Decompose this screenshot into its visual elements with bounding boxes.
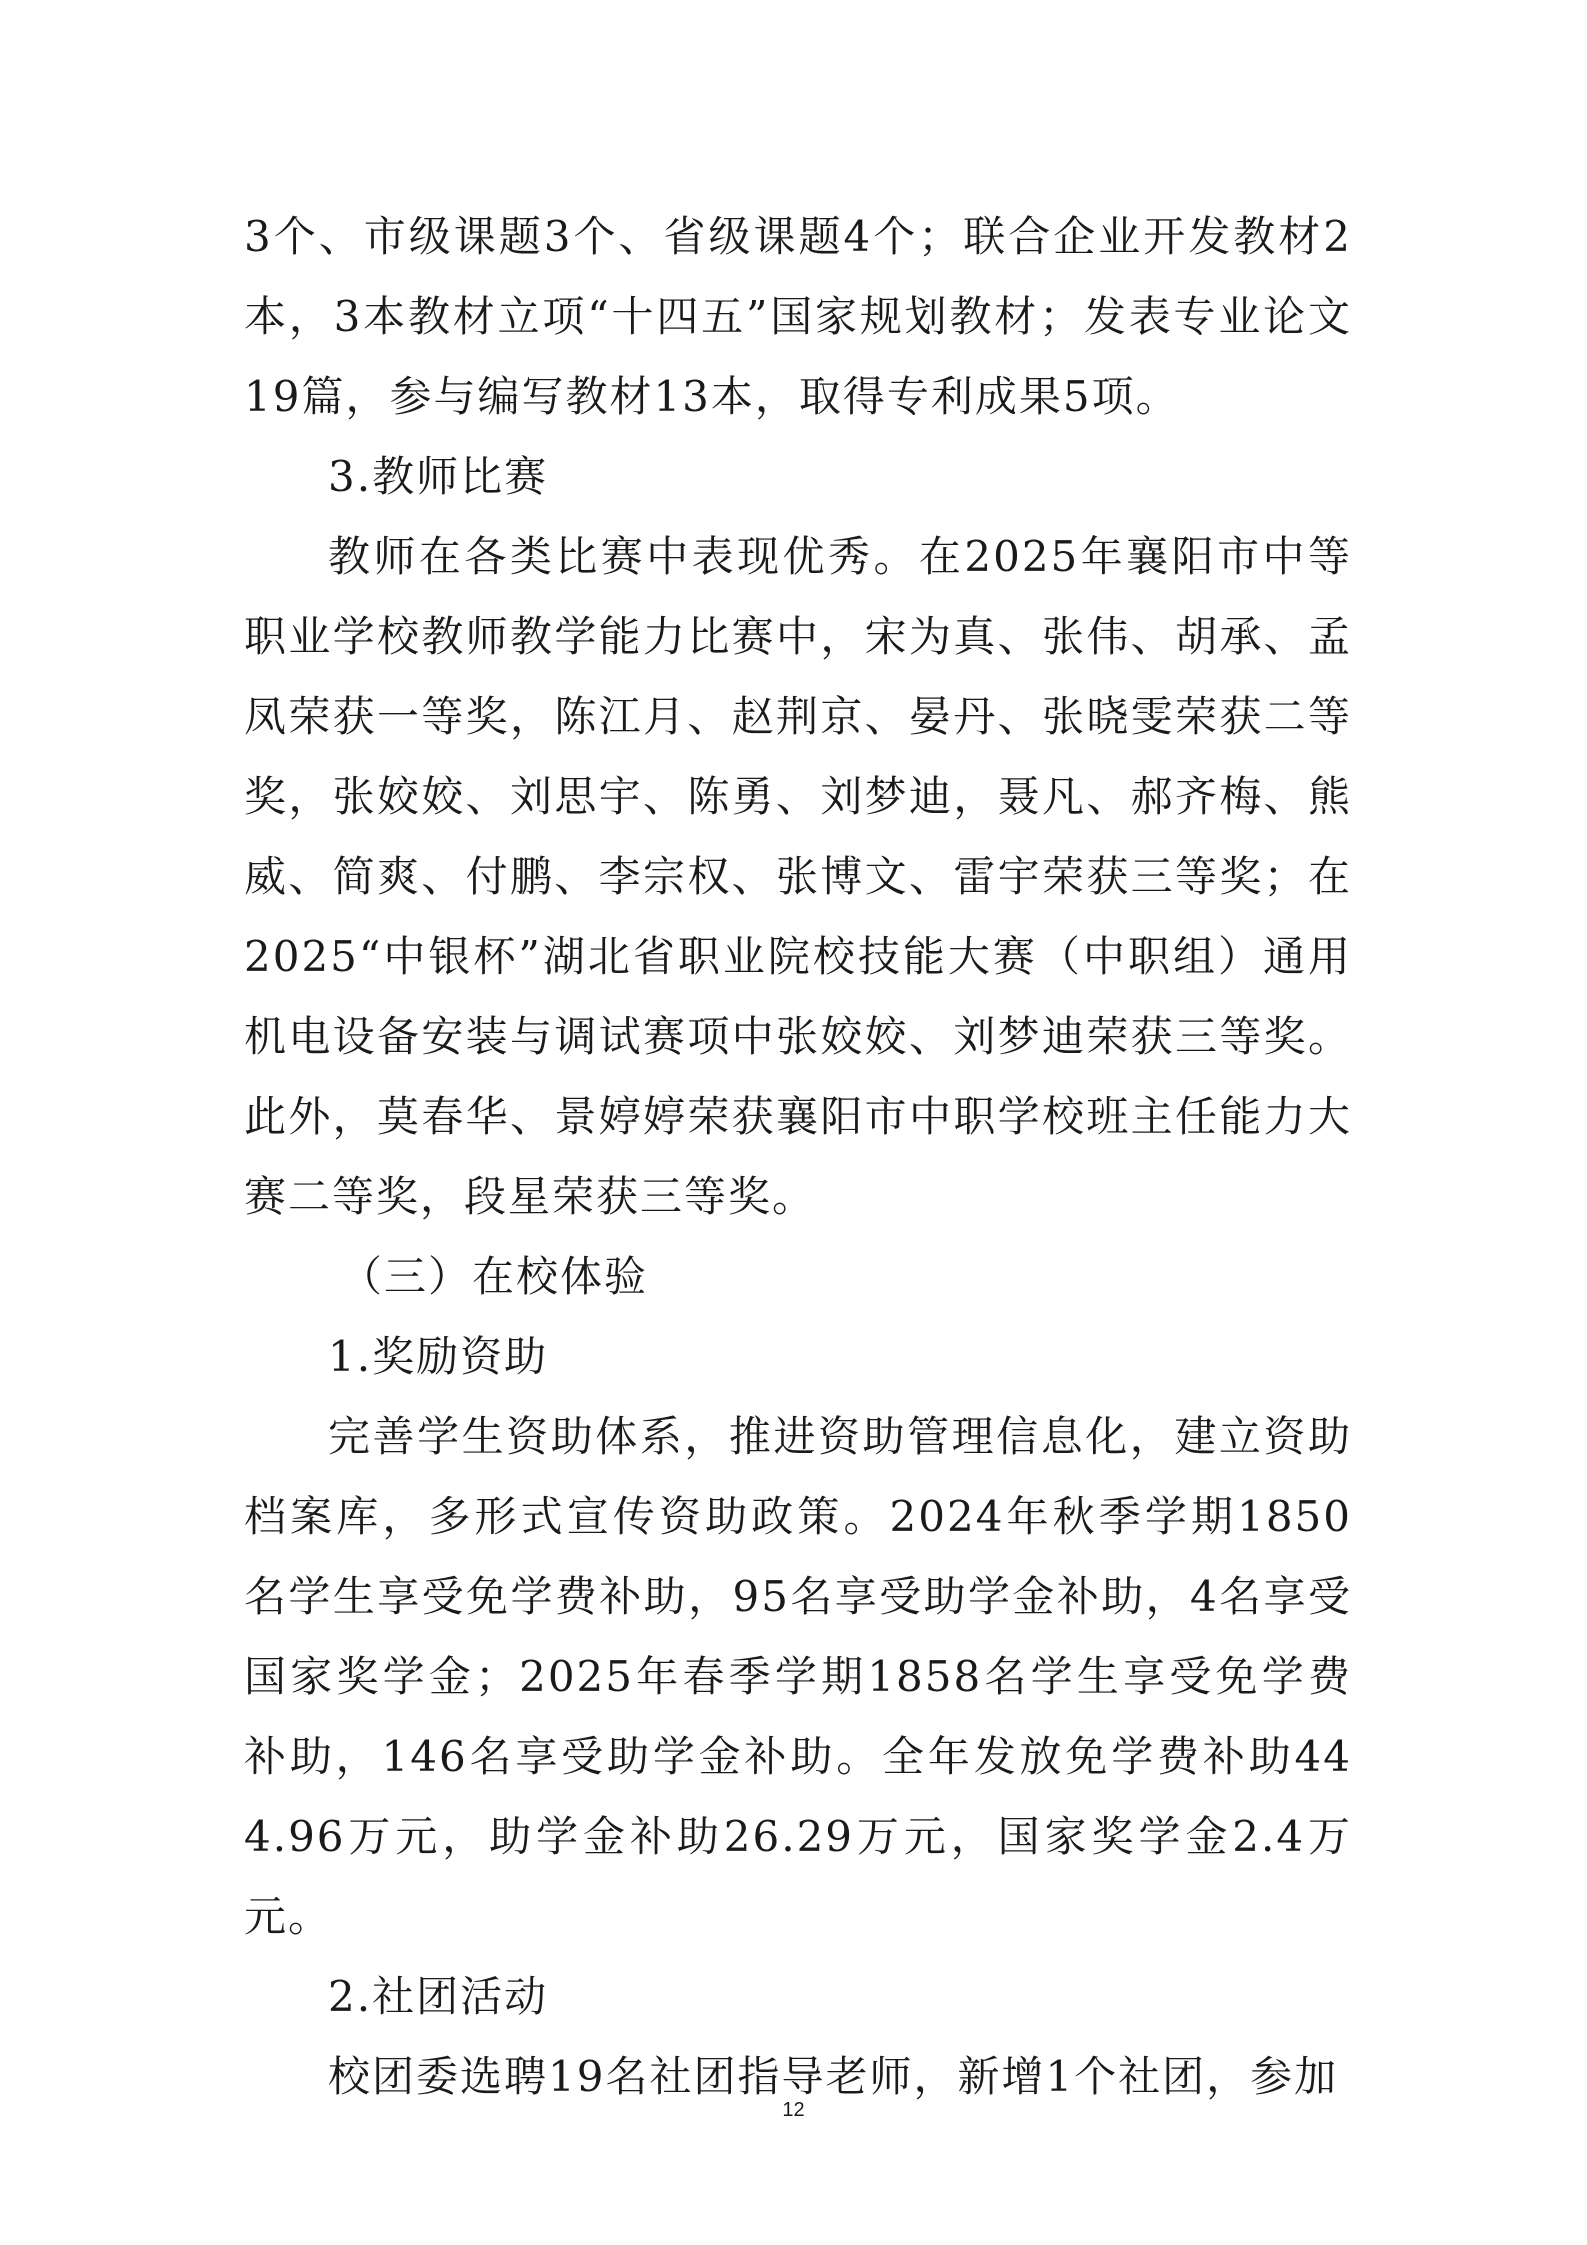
paragraph-research-results: 3个、市级课题3个、省级课题4个；联合企业开发教材2本，3本教材立项“十四五”国家规划教材；发表专业论文19篇，参与编写教材13本，取得专利成果5项。 [244, 212, 1352, 421]
page-number: 12 [782, 2099, 805, 2121]
heading-scholarships-aid: 1.奖励资助 [328, 1332, 549, 1381]
heading-campus-experience: （三）在校体验 [340, 1252, 649, 1301]
heading-club-activities: 2.社团活动 [328, 1972, 549, 2021]
paragraph-scholarships-aid: 完善学生资助体系，推进资助管理信息化，建立资助档案库，多形式宣传资助政策。2024年秋季学期1850名学生享受免学费补助，95名享受助学金补助，4名享受国家奖学金；2025年春季学期1858名学生享受免学费补助，146名享受助学金补助。全年发放免学费补助444.96万元，助学金补助26.29万元，国家奖学金2.4万元。 [244, 1412, 1352, 1941]
heading-teacher-competitions: 3.教师比赛 [328, 452, 549, 501]
paragraph-club-activities: 校团委选聘19名社团指导老师，新增1个社团，参加 [328, 2052, 1339, 2101]
page-content [244, 197, 1352, 2117]
paragraph-teacher-competitions: 教师在各类比赛中表现优秀。在2025年襄阳市中等职业学校教师教学能力比赛中，宋为真、张伟、胡承、孟凤荣获一等奖，陈江月、赵荆京、晏丹、张晓雯荣获二等奖，张姣姣、刘思宇、陈勇、刘梦迪，聂凡、郝齐梅、熊威、简爽、付鹏、李宗权、张博文、雷宇荣获三等奖；在2025“中银杯”湖北省职业院校技能大赛（中职组）通用机电设备安装与调试赛项中张姣姣、刘梦迪荣获三等奖。此外，莫春华、景婷婷荣获襄阳市中职学校班主任能力大赛二等奖，段星荣获三等奖。 [244, 532, 1352, 1221]
